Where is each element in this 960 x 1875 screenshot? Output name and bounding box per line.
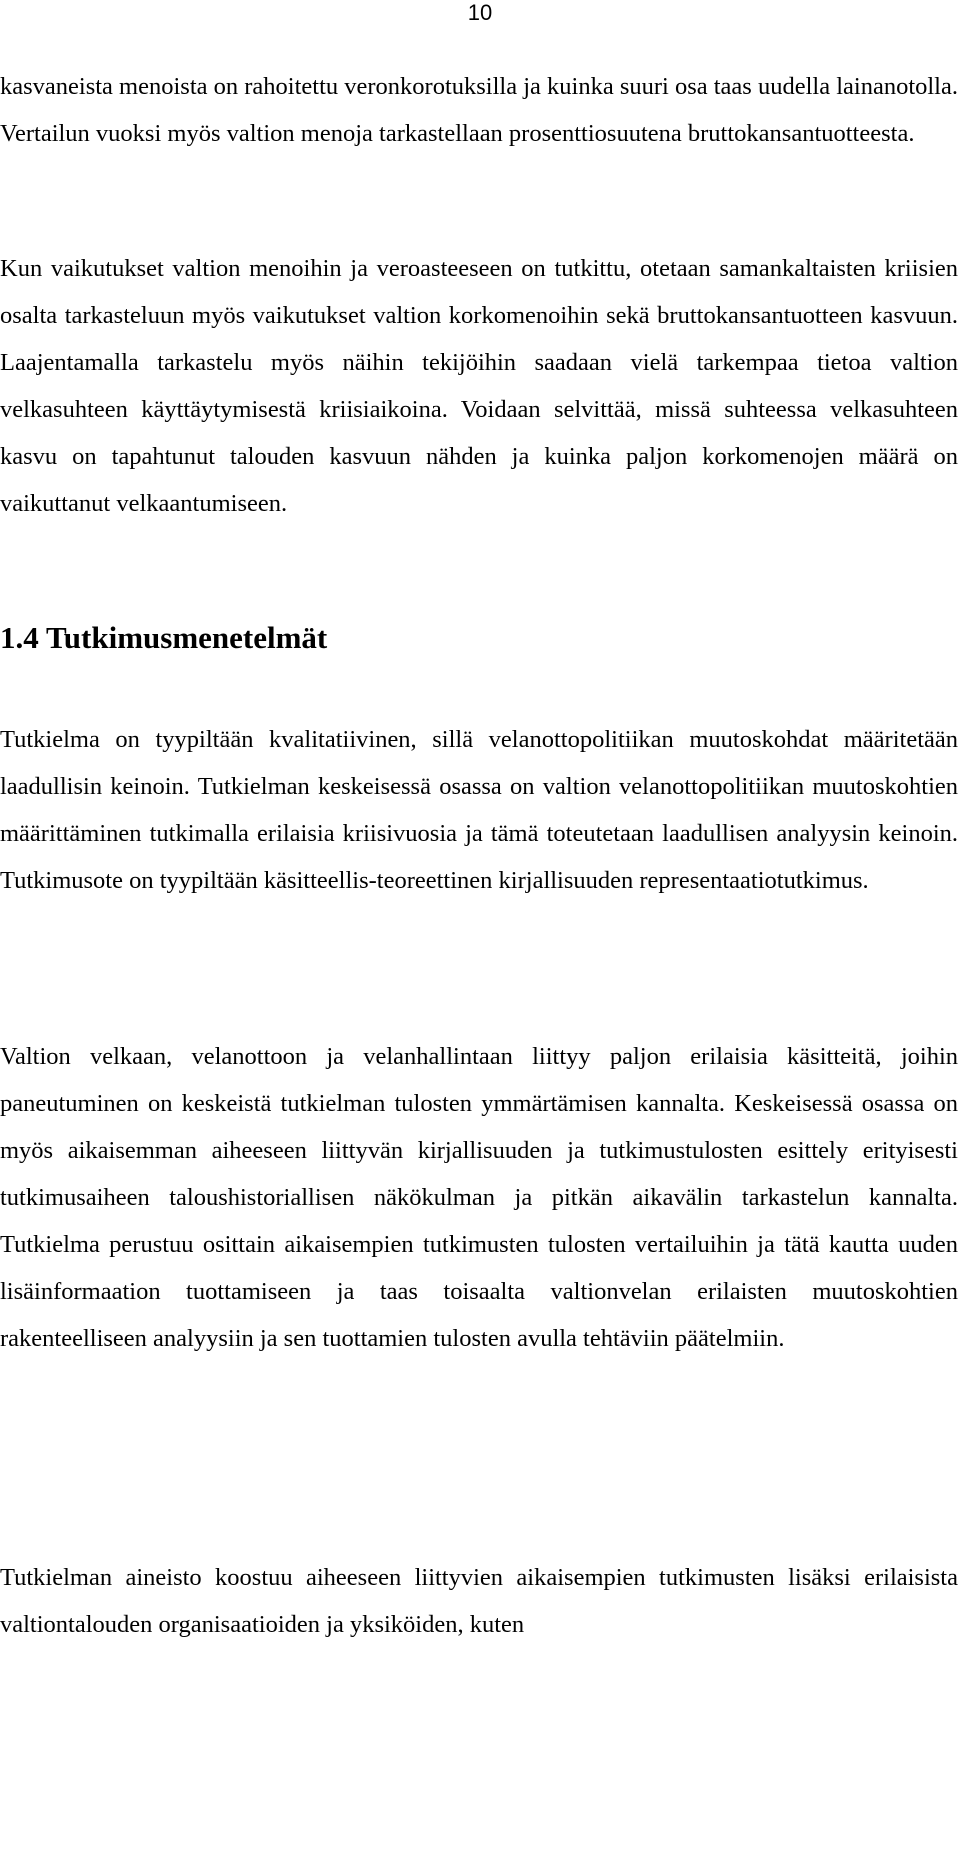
- paragraph-1: kasvaneista menoista on rahoitettu veronkorotuksilla ja kuinka suuri osa taas uudella lainanotolla. Vertailun vuoksi myös valtion menoja tarkastellaan prosenttiosuutena bruttokansantuotteesta.: [0, 73, 958, 147]
- page-number: 10: [467, 0, 493, 25]
- section-heading: 1.4 Tutkimusmenetelmät: [0, 620, 328, 655]
- paragraph-2: Kun vaikutukset valtion menoihin ja veroasteeseen on tutkittu, otetaan samankaltaisten kriisien osalta tarkasteluun myös vaikutukset valtion korkomenoihin sekä bruttokansantuotteen kasvuun. Laajentamalla tarkastelu myös näihin tekijöihin saadaan vielä tarkempaa tietoa valtion velkasuhteen käyttäytymisestä kriisiaikoina. Voidaan selvittää, missä suhteessa velkasuhteen kasvu on tapahtunut talouden kasvuun nähden ja kuinka paljon korkomenojen määrä on vaikuttanut velkaantumiseen.: [0, 255, 958, 517]
- paragraph-5: Tutkielman aineisto koostuu aiheeseen liittyvien aikaisempien tutkimusten lisäksi erilaisista valtiontalouden organisaatioiden ja yksiköiden, kuten: [0, 1564, 958, 1638]
- paragraph-4: Valtion velkaan, velanottoon ja velanhallintaan liittyy paljon erilaisia käsitteitä, joihin paneutuminen on keskeistä tutkielman tulosten ymmärtämisen kannalta. Keskeisessä osassa on myös aikaisemman aiheeseen liittyvän kirjallisuuden ja tutkimustulosten esittely erityisesti tutkimusaiheen taloushistoriallisen näkökulman ja pitkän aikavälin tarkastelun kannalta. Tutkielma perustuu osittain aikaisempien tutkimusten tulosten vertailuihin ja tätä kautta uuden lisäinformaation tuottamiseen ja taas toisaalta valtionvelan erilaisten muutoskohtien rakenteelliseen analyysiin ja sen tuottamien tulosten avulla tehtäviin päätelmiin.: [0, 1043, 958, 1352]
- paragraph-3: Tutkielma on tyypiltään kvalitatiivinen, sillä velanottopolitiikan muutoskohdat määritetään laadullisin keinoin. Tutkielman keskeisessä osassa on valtion velanottopolitiikan muutoskohtien määrittäminen tutkimalla erilaisia kriisivuosia ja tämä toteutetaan laadullisen analyysin keinoin. Tutkimusote on tyypiltään käsitteellis-teoreettinen kirjallisuuden representaatiotutkimus.: [0, 726, 958, 894]
